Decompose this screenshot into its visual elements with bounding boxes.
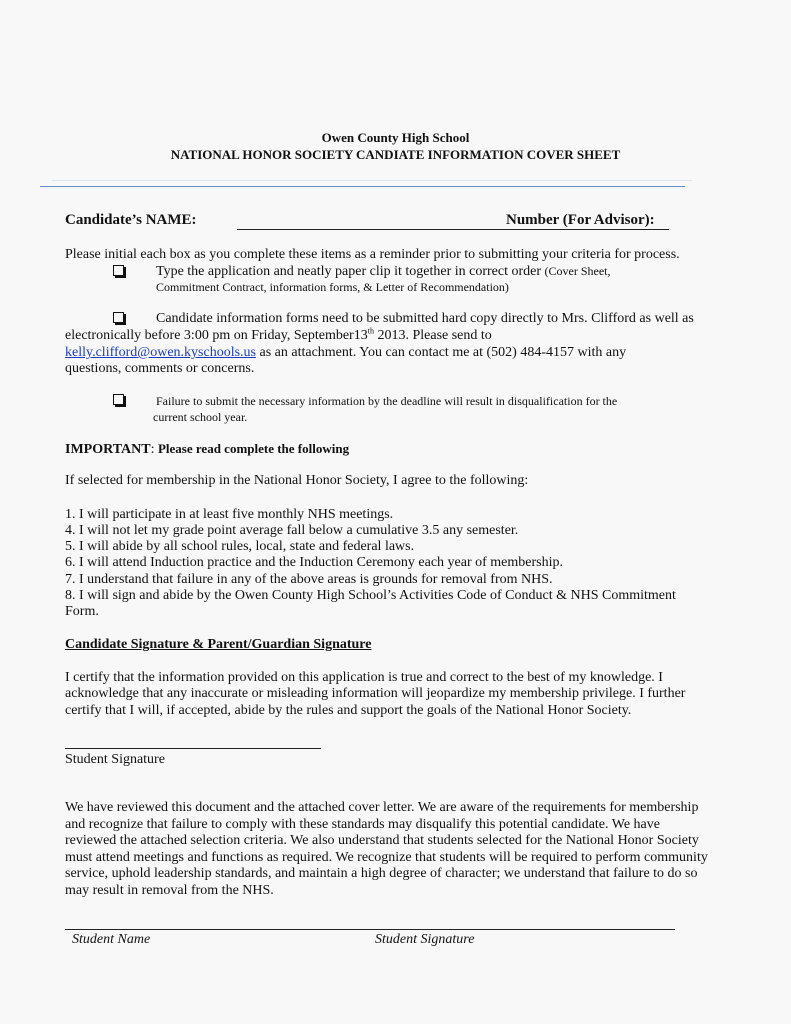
- advisor-number-label: Number (For Advisor):: [506, 212, 655, 228]
- student-signature-field[interactable]: [65, 748, 321, 749]
- footer-signature-field[interactable]: [65, 929, 675, 930]
- important-colon: :: [150, 442, 158, 457]
- page-title: NATIONAL HONOR SOCIETY CANDIATE INFORMATION COVER SHEET: [170, 147, 621, 162]
- item-2-date-text: electronically before 3:00 pm on Friday, September13: [65, 328, 368, 343]
- checkbox-item-3[interactable]: [113, 394, 124, 405]
- checkbox-item-2[interactable]: [113, 312, 124, 323]
- item-2-line-1: Candidate information forms need to be submitted hard copy directly to Mrs. Clifford as well as: [156, 311, 694, 326]
- certify-line: acknowledge that any inaccurate or misleading information will jeopardize my membership privilege. I further: [65, 686, 686, 701]
- item-2-send-text: 2013. Please send to: [373, 328, 492, 343]
- rule-item: 6. I will attend Induction practice and the Induction Ceremony each year of membership.: [65, 555, 563, 570]
- item-1-text: Type the application and neatly paper clip it together in correct order: [156, 264, 545, 279]
- candidate-name-label: Candidate’s NAME:: [65, 212, 197, 228]
- parent-statement-line: may result in removal from the NHS.: [65, 883, 274, 898]
- footer-student-signature-label: Student Signature: [375, 932, 475, 947]
- item-2-superscript: th: [367, 326, 374, 336]
- item-2-line-3: [65, 345, 626, 361]
- rule-item: 7. I understand that failure in any of the above areas is grounds for removal from NHS.: [65, 572, 553, 587]
- important-text: Please read complete the following: [157, 441, 350, 456]
- footer-student-name-label: Student Name: [72, 932, 151, 947]
- rule-item-continuation: Form.: [65, 604, 99, 619]
- checkbox-item-1[interactable]: [113, 265, 124, 276]
- rule-item: 1. I will participate in at least five monthly NHS meetings.: [65, 507, 394, 522]
- item-3-line-2: current school year.: [153, 410, 248, 424]
- candidate-name-field[interactable]: [237, 229, 669, 230]
- rule-item: 8. I will sign and abide by the Owen County High School’s Activities Code of Conduct & NHS Commitment: [65, 588, 676, 603]
- parent-statement-line: We have reviewed this document and the attached cover letter. We are aware of the requirements for membership: [65, 800, 699, 815]
- parent-statement-line: and recognize that failure to comply with these standards may disqualify this potential candidate. We have: [65, 817, 660, 832]
- item-1-line-2: Commitment Contract, information forms, & Letter of Recommendation): [156, 280, 509, 294]
- instructions-intro: Please initial each box as you complete these items as a reminder prior to submitting your criteria for process.: [65, 247, 680, 262]
- school-name: Owen County High School: [321, 130, 470, 145]
- parent-statement-line: must attend meetings and functions as required. We recognize that students will be required to perform community: [65, 850, 708, 865]
- important-heading: [65, 441, 349, 458]
- signature-section-heading: Candidate Signature & Parent/Guardian Signature: [65, 637, 372, 652]
- item-2-contact-text: as an attachment. You can contact me at (502) 484-4157 with any: [255, 345, 627, 360]
- item-2-line-2: [65, 328, 492, 344]
- header-divider-faint: [52, 180, 692, 181]
- item-1-small-text: (Cover Sheet,: [544, 264, 611, 278]
- student-signature-label: Student Signature: [65, 752, 165, 767]
- item-2-line-4: questions, comments or concerns.: [65, 361, 255, 376]
- email-link[interactable]: kelly.clifford@owen.kyschools.us: [65, 345, 256, 360]
- item-3-line-1: Failure to submit the necessary information by the deadline will result in disqualification for the: [156, 394, 618, 408]
- rule-item: 4. I will not let my grade point average fall below a cumulative 3.5 any semester.: [65, 523, 519, 538]
- header-divider: [40, 186, 685, 187]
- parent-statement-line: service, uphold leadership standards, and maintain a high degree of character; we understand that failure to do so: [65, 866, 698, 881]
- certify-line: certify that I will, if accepted, abide by the rules and support the goals of the National Honor Society.: [65, 703, 632, 718]
- important-label: IMPORTANT: [65, 442, 151, 457]
- certify-line: I certify that the information provided on this application is true and correct to the best of my knowledge. I: [65, 670, 663, 685]
- item-1-line-1: [156, 264, 611, 280]
- agreement-intro: If selected for membership in the National Honor Society, I agree to the following:: [65, 473, 529, 488]
- parent-statement-line: reviewed the attached selection criteria. We also understand that students selected for the National Honor Society: [65, 833, 699, 848]
- rule-item: 5. I will abide by all school rules, local, state and federal laws.: [65, 539, 415, 554]
